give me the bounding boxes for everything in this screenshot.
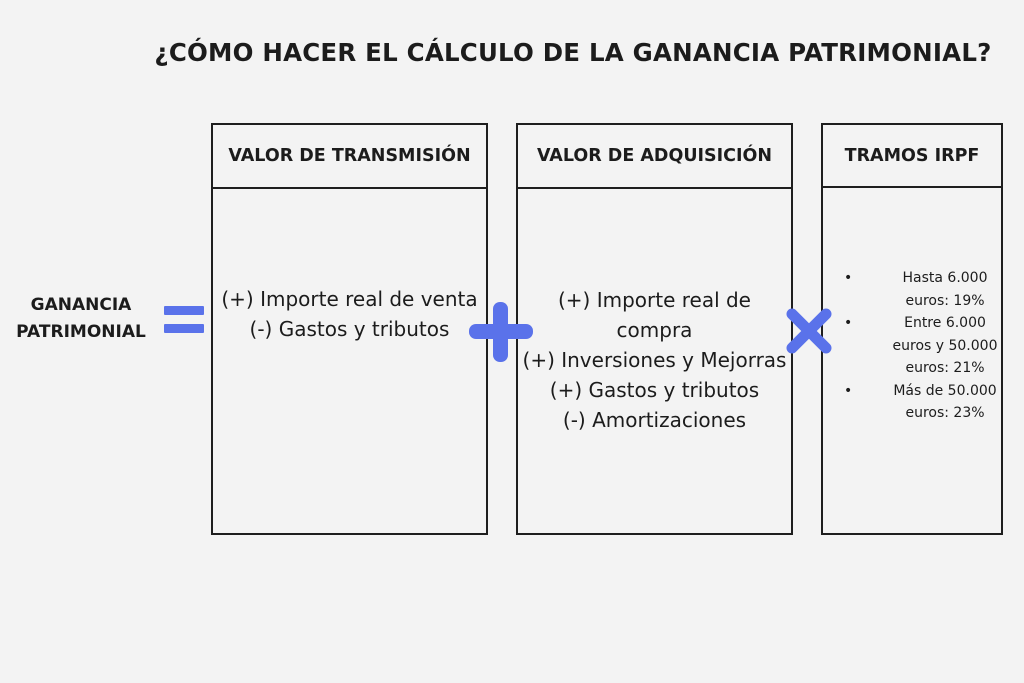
irpf-brackets-header: TRAMOS IRPF [823,125,1001,188]
bracket-line: euros: 21% [905,360,985,376]
list-item [823,267,1020,312]
result-label [0,292,162,346]
bracket-line: • Hasta 6.000 [902,270,988,286]
equals-icon [164,306,204,334]
transmission-value-header: VALOR DE TRANSMISIÓN [213,125,486,189]
page-title: ¿CÓMO HACER EL CÁLCULO DE LA GANANCIA PATRIMONIAL? [154,38,992,67]
bracket-line: euros y 50.000 [892,337,998,354]
bracket-line: • Más de 50.000 [893,382,997,399]
list-item: (+) Gastos y tributos [549,378,760,402]
result-label-line2: PATRIMONIAL [16,322,146,342]
times-icon [785,307,833,355]
irpf-brackets-body [823,188,1001,533]
irpf-brackets-box [821,123,1003,535]
acquisition-value-body [518,189,791,533]
list-item: (+) Importe real de [557,288,751,312]
acquisition-value-box [516,123,793,535]
acquisition-value-header: VALOR DE ADQUISICIÓN [518,125,791,189]
bracket-line: euros: 19% [905,292,985,309]
list-item: (+) Inversiones y Mejorras [522,348,787,372]
list-item: (-) Amortizaciones [562,408,747,432]
result-label-line1: GANANCIA [30,295,132,315]
bracket-line: euros: 23% [905,405,985,421]
list-item [823,312,1020,380]
transmission-value-body [213,189,486,533]
list-item: (-) Gastos y tributos [249,317,450,341]
list-item [823,380,1020,425]
plus-icon [469,302,533,362]
list-item: (+) Importe real de venta [221,287,478,311]
transmission-value-box [211,123,488,535]
list-item: compra [616,318,693,342]
bracket-line: • Entre 6.000 [904,315,986,331]
